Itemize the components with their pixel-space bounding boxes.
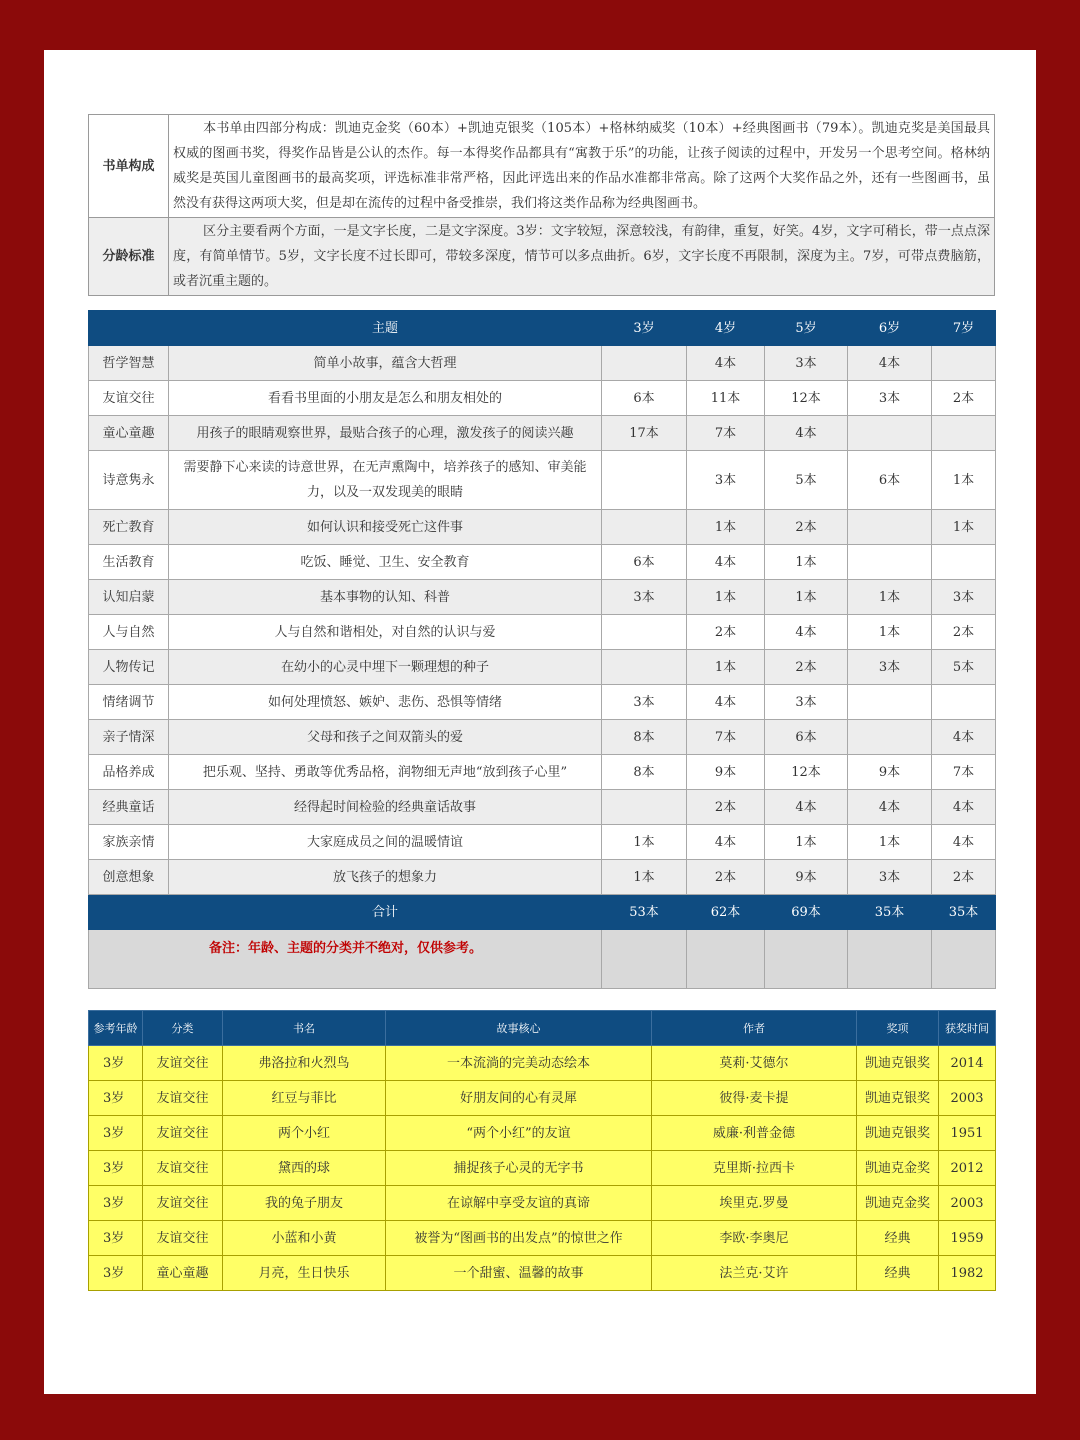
category-cell: 品格养成 [89, 755, 169, 790]
count-cell: 2本 [932, 860, 996, 895]
year-cell: 1959 [939, 1221, 996, 1256]
total-cell: 35本 [932, 895, 996, 930]
composition-label: 书单构成 [89, 115, 169, 218]
year-cell: 2012 [939, 1151, 996, 1186]
author-cell: 克里斯·拉西卡 [652, 1151, 857, 1186]
theme-cell: 基本事物的认知、科普 [169, 580, 602, 615]
title-cell: 月亮，生日快乐 [223, 1256, 386, 1291]
title-cell: 红豆与菲比 [223, 1081, 386, 1116]
total-cell: 62本 [687, 895, 765, 930]
note-text: 备注：年龄、主题的分类并不绝对，仅供参考。 [89, 930, 602, 989]
count-cell: 4本 [848, 790, 932, 825]
category-cell: 童心童趣 [89, 416, 169, 451]
category-cell: 童心童趣 [143, 1256, 223, 1291]
category-cell: 死亡教育 [89, 510, 169, 545]
header-category: 分类 [143, 1011, 223, 1046]
theme-cell: 需要静下心来读的诗意世界，在无声熏陶中，培养孩子的感知、审美能力，以及一双发现美的眼睛 [169, 451, 602, 510]
core-cell: 捕捉孩子心灵的无字书 [386, 1151, 652, 1186]
count-cell: 4本 [687, 346, 765, 381]
book-list-table [88, 1010, 996, 1291]
table-row [89, 720, 996, 755]
count-cell [848, 685, 932, 720]
category-cell: 亲子情深 [89, 720, 169, 755]
count-cell [932, 346, 996, 381]
theme-cell: 在幼小的心灵中埋下一颗理想的种子 [169, 650, 602, 685]
theme-stats-table [88, 310, 996, 989]
count-cell: 9本 [687, 755, 765, 790]
age-cell: 3岁 [89, 1081, 143, 1116]
header-cell: 7岁 [932, 311, 996, 346]
count-cell: 5本 [765, 451, 848, 510]
count-cell: 8本 [602, 720, 687, 755]
table-row [89, 1116, 996, 1151]
age-cell: 3岁 [89, 1186, 143, 1221]
count-cell [602, 650, 687, 685]
table-row [89, 1151, 996, 1186]
theme-cell: 看看书里面的小朋友是怎么和朋友相处的 [169, 381, 602, 416]
core-cell: 一个甜蜜、温馨的故事 [386, 1256, 652, 1291]
author-cell: 彼得·麦卡提 [652, 1081, 857, 1116]
composition-text: 本书单由四部分构成：凯迪克金奖（60本）+凯迪克银奖（105本）+格林纳威奖（10本）+经典图画书（79本）。凯迪克奖是美国最具权威的图画书奖，得奖作品皆是公认的杰作。每一本得奖作品都具有“寓教于乐”的功能，让孩子阅读的过程中，开发另一个思考空间。格林纳威奖是英国儿童图画书的最高奖项，评选标准非常严格，因此评选出来的作品水准都非常高。除了这两个大奖作品之外，还有一些图画书，虽然没有获得这两项大奖，但是却在流传的过程中备受推崇，我们将这类作品称为经典图画书。 [173, 121, 990, 211]
count-cell: 1本 [765, 545, 848, 580]
count-cell: 2本 [687, 790, 765, 825]
theme-cell: 吃饭、睡觉、卫生、安全教育 [169, 545, 602, 580]
count-cell: 2本 [765, 650, 848, 685]
count-cell [848, 545, 932, 580]
table-row [89, 381, 996, 416]
award-cell: 经典 [857, 1221, 939, 1256]
header-cell: 3岁 [602, 311, 687, 346]
category-cell: 友谊交往 [89, 381, 169, 416]
author-cell: 威廉·利普金德 [652, 1116, 857, 1151]
theme-cell: 用孩子的眼睛观察世界，最贴合孩子的心理，激发孩子的阅读兴趣 [169, 416, 602, 451]
count-cell: 3本 [848, 650, 932, 685]
table-row [89, 510, 996, 545]
count-cell: 9本 [848, 755, 932, 790]
category-cell: 友谊交往 [143, 1186, 223, 1221]
count-cell: 4本 [765, 615, 848, 650]
theme-cell: 经得起时间检验的经典童话故事 [169, 790, 602, 825]
count-cell: 8本 [602, 755, 687, 790]
count-cell: 1本 [602, 860, 687, 895]
count-cell: 1本 [602, 825, 687, 860]
table-row [89, 580, 996, 615]
count-cell [848, 510, 932, 545]
theme-cell: 人与自然和谐相处，对自然的认识与爱 [169, 615, 602, 650]
count-cell: 1本 [848, 825, 932, 860]
count-cell [602, 510, 687, 545]
age-standard-text: 区分主要看两个方面，一是文字长度，二是文字深度。3岁：文字较短，深意较浅，有韵律，重复，好笑。4岁，文字可稍长，带一点点深度，有简单情节。5岁，文字长度不过长即可，带较多深度，情节可以多点曲折。6岁，文字长度不再限制，深度为主。7岁，可带点费脑筋，或者沉重主题的。 [173, 224, 990, 289]
author-cell: 莫莉·艾德尔 [652, 1046, 857, 1081]
count-cell: 3本 [848, 381, 932, 416]
category-cell: 人与自然 [89, 615, 169, 650]
count-cell: 2本 [687, 615, 765, 650]
stats-header-row [89, 311, 996, 346]
count-cell: 4本 [765, 416, 848, 451]
author-cell: 法兰克·艾许 [652, 1256, 857, 1291]
header-award: 奖项 [857, 1011, 939, 1046]
count-cell: 4本 [687, 685, 765, 720]
table-row [89, 685, 996, 720]
count-cell: 4本 [932, 825, 996, 860]
category-cell: 诗意隽永 [89, 451, 169, 510]
count-cell [602, 790, 687, 825]
count-cell: 5本 [932, 650, 996, 685]
table-row [89, 615, 996, 650]
table-row [89, 1186, 996, 1221]
count-cell: 2本 [687, 860, 765, 895]
count-cell: 3本 [765, 346, 848, 381]
table-row [89, 650, 996, 685]
count-cell: 1本 [932, 451, 996, 510]
author-cell: 李欧·李奥尼 [652, 1221, 857, 1256]
count-cell: 4本 [687, 825, 765, 860]
book-header-row [89, 1011, 996, 1046]
count-cell: 4本 [932, 790, 996, 825]
category-cell: 情绪调节 [89, 685, 169, 720]
count-cell [602, 346, 687, 381]
core-cell: 在谅解中享受友谊的真谛 [386, 1186, 652, 1221]
award-cell: 凯迪克银奖 [857, 1081, 939, 1116]
award-cell: 凯迪克银奖 [857, 1116, 939, 1151]
count-cell: 4本 [765, 790, 848, 825]
age-cell: 3岁 [89, 1151, 143, 1186]
header-core: 故事核心 [386, 1011, 652, 1046]
year-cell: 2003 [939, 1081, 996, 1116]
table-row [89, 1256, 996, 1291]
count-cell: 2本 [932, 615, 996, 650]
header-cell [89, 311, 169, 346]
year-cell: 1951 [939, 1116, 996, 1151]
age-cell: 3岁 [89, 1116, 143, 1151]
title-cell: 黛西的球 [223, 1151, 386, 1186]
count-cell [932, 416, 996, 451]
count-cell: 11本 [687, 381, 765, 416]
category-cell: 经典童话 [89, 790, 169, 825]
table-row [89, 825, 996, 860]
intro-table [88, 114, 995, 296]
count-cell: 12本 [765, 755, 848, 790]
count-cell: 3本 [602, 685, 687, 720]
header-age: 参考年龄 [89, 1011, 143, 1046]
header-year: 获奖时间 [939, 1011, 996, 1046]
award-cell: 经典 [857, 1256, 939, 1291]
category-cell: 友谊交往 [143, 1116, 223, 1151]
count-cell: 1本 [932, 510, 996, 545]
count-cell: 3本 [765, 685, 848, 720]
count-cell: 1本 [765, 580, 848, 615]
count-cell: 1本 [848, 580, 932, 615]
total-label: 合计 [169, 895, 602, 930]
author-cell: 埃里克.罗曼 [652, 1186, 857, 1221]
count-cell [602, 615, 687, 650]
table-row [89, 346, 996, 381]
count-cell: 4本 [687, 545, 765, 580]
core-cell: 好朋友间的心有灵犀 [386, 1081, 652, 1116]
count-cell: 3本 [687, 451, 765, 510]
category-cell: 认知启蒙 [89, 580, 169, 615]
core-cell: “两个小红”的友谊 [386, 1116, 652, 1151]
theme-cell: 父母和孩子之间双箭头的爱 [169, 720, 602, 755]
age-standard-row [89, 218, 995, 296]
count-cell: 1本 [687, 510, 765, 545]
year-cell: 1982 [939, 1256, 996, 1291]
count-cell: 4本 [848, 346, 932, 381]
total-cell: 69本 [765, 895, 848, 930]
title-cell: 弗洛拉和火烈鸟 [223, 1046, 386, 1081]
age-cell: 3岁 [89, 1256, 143, 1291]
count-cell [932, 545, 996, 580]
header-cell: 6岁 [848, 311, 932, 346]
note-row [89, 930, 996, 989]
category-cell: 友谊交往 [143, 1081, 223, 1116]
category-cell: 哲学智慧 [89, 346, 169, 381]
count-cell: 2本 [932, 381, 996, 416]
count-cell: 1本 [687, 580, 765, 615]
header-cell: 主题 [169, 311, 602, 346]
count-cell: 6本 [602, 381, 687, 416]
count-cell: 3本 [932, 580, 996, 615]
core-cell: 一本流淌的完美动态绘本 [386, 1046, 652, 1081]
count-cell: 7本 [687, 720, 765, 755]
theme-cell: 大家庭成员之间的温暖情谊 [169, 825, 602, 860]
title-cell: 我的兔子朋友 [223, 1186, 386, 1221]
table-row [89, 416, 996, 451]
count-cell: 6本 [602, 545, 687, 580]
theme-cell: 放飞孩子的想象力 [169, 860, 602, 895]
category-cell: 友谊交往 [143, 1151, 223, 1186]
count-cell: 4本 [932, 720, 996, 755]
count-cell: 7本 [932, 755, 996, 790]
award-cell: 凯迪克银奖 [857, 1046, 939, 1081]
count-cell: 6本 [848, 451, 932, 510]
theme-cell: 简单小故事，蕴含大哲理 [169, 346, 602, 381]
category-cell: 生活教育 [89, 545, 169, 580]
composition-row [89, 115, 995, 218]
count-cell: 17本 [602, 416, 687, 451]
table-row [89, 1221, 996, 1256]
count-cell [602, 451, 687, 510]
count-cell: 3本 [848, 860, 932, 895]
total-row [89, 895, 996, 930]
title-cell: 两个小红 [223, 1116, 386, 1151]
award-cell: 凯迪克金奖 [857, 1151, 939, 1186]
header-cell: 5岁 [765, 311, 848, 346]
count-cell: 2本 [765, 510, 848, 545]
count-cell: 6本 [765, 720, 848, 755]
table-row [89, 545, 996, 580]
category-cell: 人物传记 [89, 650, 169, 685]
category-cell: 友谊交往 [143, 1046, 223, 1081]
table-row [89, 451, 996, 510]
count-cell [848, 720, 932, 755]
year-cell: 2014 [939, 1046, 996, 1081]
theme-cell: 把乐观、坚持、勇敢等优秀品格，润物细无声地“放到孩子心里” [169, 755, 602, 790]
core-cell: 被誉为“图画书的出发点”的惊世之作 [386, 1221, 652, 1256]
award-cell: 凯迪克金奖 [857, 1186, 939, 1221]
count-cell: 1本 [687, 650, 765, 685]
count-cell: 1本 [848, 615, 932, 650]
count-cell: 9本 [765, 860, 848, 895]
count-cell: 7本 [687, 416, 765, 451]
table-row [89, 1046, 996, 1081]
table-row [89, 860, 996, 895]
count-cell: 12本 [765, 381, 848, 416]
category-cell: 创意想象 [89, 860, 169, 895]
count-cell [848, 416, 932, 451]
table-row [89, 790, 996, 825]
age-cell: 3岁 [89, 1046, 143, 1081]
header-title: 书名 [223, 1011, 386, 1046]
header-author: 作者 [652, 1011, 857, 1046]
category-cell: 友谊交往 [143, 1221, 223, 1256]
age-cell: 3岁 [89, 1221, 143, 1256]
count-cell: 3本 [602, 580, 687, 615]
age-standard-label: 分龄标准 [89, 218, 169, 296]
category-cell: 家族亲情 [89, 825, 169, 860]
total-cell: 35本 [848, 895, 932, 930]
title-cell: 小蓝和小黄 [223, 1221, 386, 1256]
header-cell: 4岁 [687, 311, 765, 346]
theme-cell: 如何认识和接受死亡这件事 [169, 510, 602, 545]
count-cell: 1本 [765, 825, 848, 860]
table-row [89, 755, 996, 790]
table-row [89, 1081, 996, 1116]
total-cell: 53本 [602, 895, 687, 930]
count-cell [932, 685, 996, 720]
year-cell: 2003 [939, 1186, 996, 1221]
page [44, 50, 1036, 1394]
theme-cell: 如何处理愤怒、嫉妒、悲伤、恐惧等情绪 [169, 685, 602, 720]
